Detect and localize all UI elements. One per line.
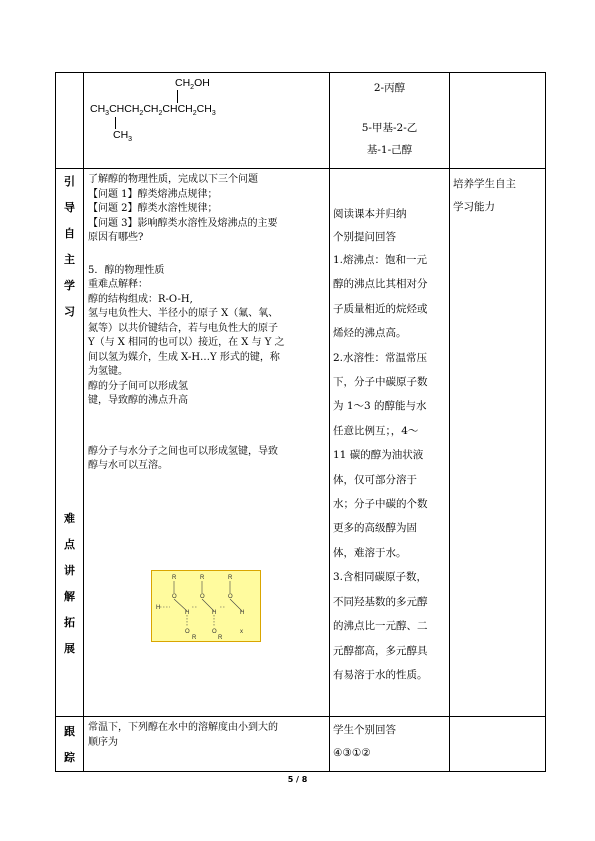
svg-text:O: O: [200, 594, 205, 600]
formula-top-group: $CH_2OH$: [175, 77, 210, 92]
svg-text:H: H: [240, 610, 245, 616]
empty-cell: [450, 73, 546, 169]
exercise-cell: [84, 717, 330, 772]
svg-text:O: O: [185, 629, 190, 635]
structural-formula: [84, 73, 329, 168]
svg-text:H: H: [156, 605, 161, 611]
activity-body: 1.熔沸点：饱和一元 醇的沸点比其相对分 子质量相近的烷烃或 烯烃的沸点高。 2.水溶性：常温常压 下，分子中碳原子数 为 1～3 的醇能与水 任意比例互；，4～ 11 碳的醇为油状液 体，仅可部分溶于 水；分子中碳的个数 更多的高级醇为固 体，难溶于水。 3.含相同碳原子数， 不同羟基数的多元醇 的沸点比一元醇、二 元醇都高，多元醇具 有易溶于水的性质。: [333, 254, 428, 681]
water-solubility-block: 醇分子与水分子之间也可以形成氢键，导致 醇与水可以互溶。: [88, 445, 278, 471]
page-number: 5 / 8: [287, 775, 308, 784]
physical-properties-block: 5．醇的物理性质 重难点解释： 醇的结构组成：R-O-H, 氢与电负性大、半径小的原子 X（氟、氧、 氮等）以共价键结合，若与电负性大的原子 Y（与 X 相同的也可以）接近，在 X 与 Y 之 间以氢为媒介，生成 X-H…Y 形式的键，称 为氢键。 醇的分子间可以形成氢 键，导致醇的沸点升高: [88, 264, 285, 406]
design-intent-cell: [450, 169, 546, 717]
svg-text:H: H: [212, 610, 217, 616]
answer-line-1: 2-丙醇: [373, 82, 406, 94]
table-row: [56, 169, 546, 717]
formula-bottom-group: $CH_3$: [113, 129, 133, 144]
table-row: [56, 73, 546, 169]
answer-line-2: 5-甲基-2-乙: [361, 121, 418, 134]
svg-text:R: R: [192, 635, 197, 641]
side-label-cell: 跟 踪: [56, 717, 84, 772]
hydrogen-bond-sketch: [152, 571, 260, 641]
side-label-cell: [56, 169, 84, 717]
side-label-guide: 引 导 自 主 学 习: [64, 175, 75, 318]
svg-text:O: O: [228, 594, 233, 600]
question-block: 了解醇的物理性质，完成以下三个问题 【问题 1】醇类熔沸点规律； 【问题 2】醇类水溶性规律； 【问题 3】影响醇类水溶性及熔沸点的主要 原因有哪些?: [88, 174, 278, 243]
hydrogen-bond-diagram: [151, 570, 261, 642]
svg-text:O: O: [212, 629, 217, 635]
activity-head: 阅读课本并归纳 个别提问回答: [333, 208, 407, 243]
lesson-plan-table: [55, 72, 546, 772]
exercise-answer: 学生个别回答 ④③①②: [333, 724, 396, 759]
exercise-answer-cell: [330, 717, 450, 772]
side-label-difficulty: 难 点 讲 解 拓 展: [64, 512, 75, 655]
name-cell: [330, 73, 450, 169]
answer-line-3: 基-1-己醇: [366, 144, 413, 156]
design-intent: 培养学生自主 学习能力: [453, 178, 516, 213]
svg-text:R: R: [228, 575, 233, 581]
svg-text:x: x: [240, 629, 243, 635]
exercise-question: 常温下，下列醇在水中的溶解度由小到大的 顺序为: [88, 722, 278, 748]
formula-main-chain: $CH_3CHCH_2CH_2CHCH_2CH_3$: [90, 103, 216, 118]
svg-text:R: R: [200, 575, 205, 581]
student-activity-cell: [330, 169, 450, 717]
formula-cell: [84, 73, 330, 169]
table-row: [56, 717, 546, 772]
side-cell: [56, 73, 84, 169]
svg-text:O: O: [172, 594, 177, 600]
empty-cell: [450, 717, 546, 772]
svg-text:R: R: [218, 635, 223, 641]
svg-text:R: R: [172, 575, 177, 581]
svg-text:H: H: [185, 610, 190, 616]
